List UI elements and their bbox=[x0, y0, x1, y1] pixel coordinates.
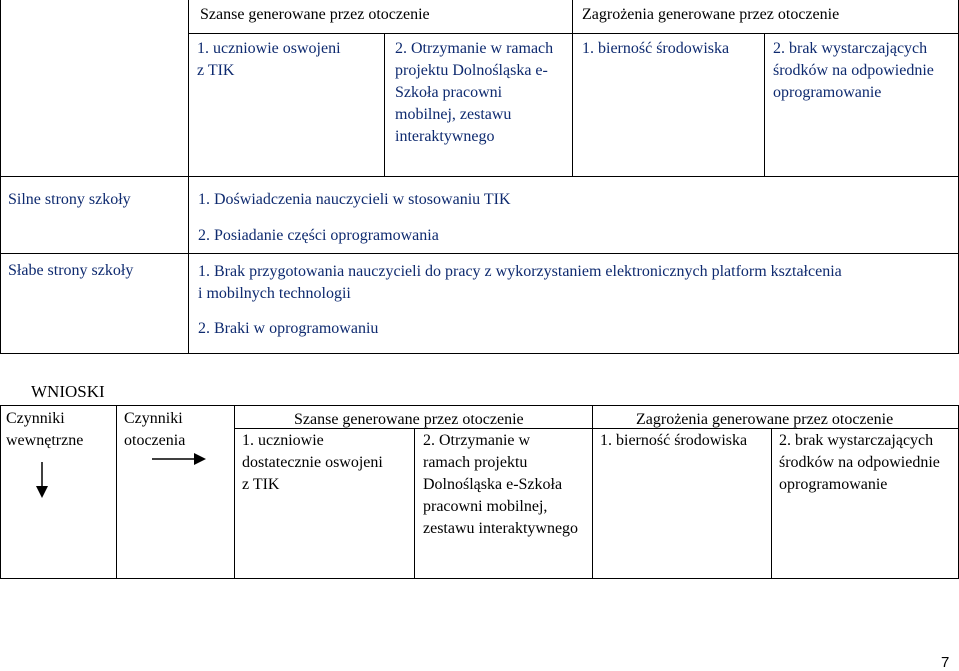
swot-threat-2: 2. brak wystarczających środków na odpowiednie oprogramowanie bbox=[773, 40, 934, 101]
swot-weakness-2: 2. Braki w oprogramowaniu bbox=[198, 320, 379, 337]
swot-weaknesses-label: Słabe strony szkoły bbox=[8, 262, 134, 279]
swot-strengths-label: Silne strony szkoły bbox=[8, 191, 131, 208]
swot-header-opportunities: Szanse generowane przez otoczenie bbox=[200, 6, 430, 23]
swot-strength-2: 2. Posiadanie części oprogramowania bbox=[198, 227, 439, 244]
page-number: 7 bbox=[941, 654, 950, 671]
conclusions-threat-1: 1. bierność środowiska bbox=[600, 432, 748, 449]
swot-opportunity-1: 1. uczniowie oswojeni z TIK bbox=[197, 40, 341, 79]
conclusions-external-factors: Czynniki otoczenia bbox=[124, 410, 186, 449]
swot-weakness-1: 1. Brak przygotowania nauczycieli do pracy z wykorzystaniem elektronicznych platform kształcenia i mobilnych technologii bbox=[198, 263, 842, 302]
swot-threat-1: 1. bierność środowiska bbox=[582, 40, 730, 57]
conclusions-header-threats: Zagrożenia generowane przez otoczenie bbox=[636, 411, 894, 428]
conclusions-opportunity-1: 1. uczniowie dostatecznie oswojeni z TIK bbox=[242, 432, 383, 493]
conclusions-internal-factors: Czynniki wewnętrzne bbox=[6, 410, 84, 449]
arrow-down-icon bbox=[30, 460, 54, 500]
arrow-right-icon bbox=[150, 450, 210, 468]
conclusions-threat-2: 2. brak wystarczających środków na odpowiednie oprogramowanie bbox=[779, 432, 940, 493]
conclusions-title: WNIOSKI bbox=[31, 382, 105, 401]
swot-header-threats: Zagrożenia generowane przez otoczenie bbox=[582, 6, 840, 23]
swot-strength-1: 1. Doświadczenia nauczycieli w stosowaniu TIK bbox=[198, 191, 511, 208]
swot-opportunity-2: 2. Otrzymanie w ramach projektu Dolnośląska e- Szkoła pracowni mobilnej, zestawu interaktywnego bbox=[395, 40, 554, 145]
conclusions-header-opportunities: Szanse generowane przez otoczenie bbox=[294, 411, 524, 428]
conclusions-opportunity-2: 2. Otrzymanie w ramach projektu Dolnośląska e-Szkoła pracowni mobilnej, zestawu interaktywnego bbox=[423, 432, 579, 537]
